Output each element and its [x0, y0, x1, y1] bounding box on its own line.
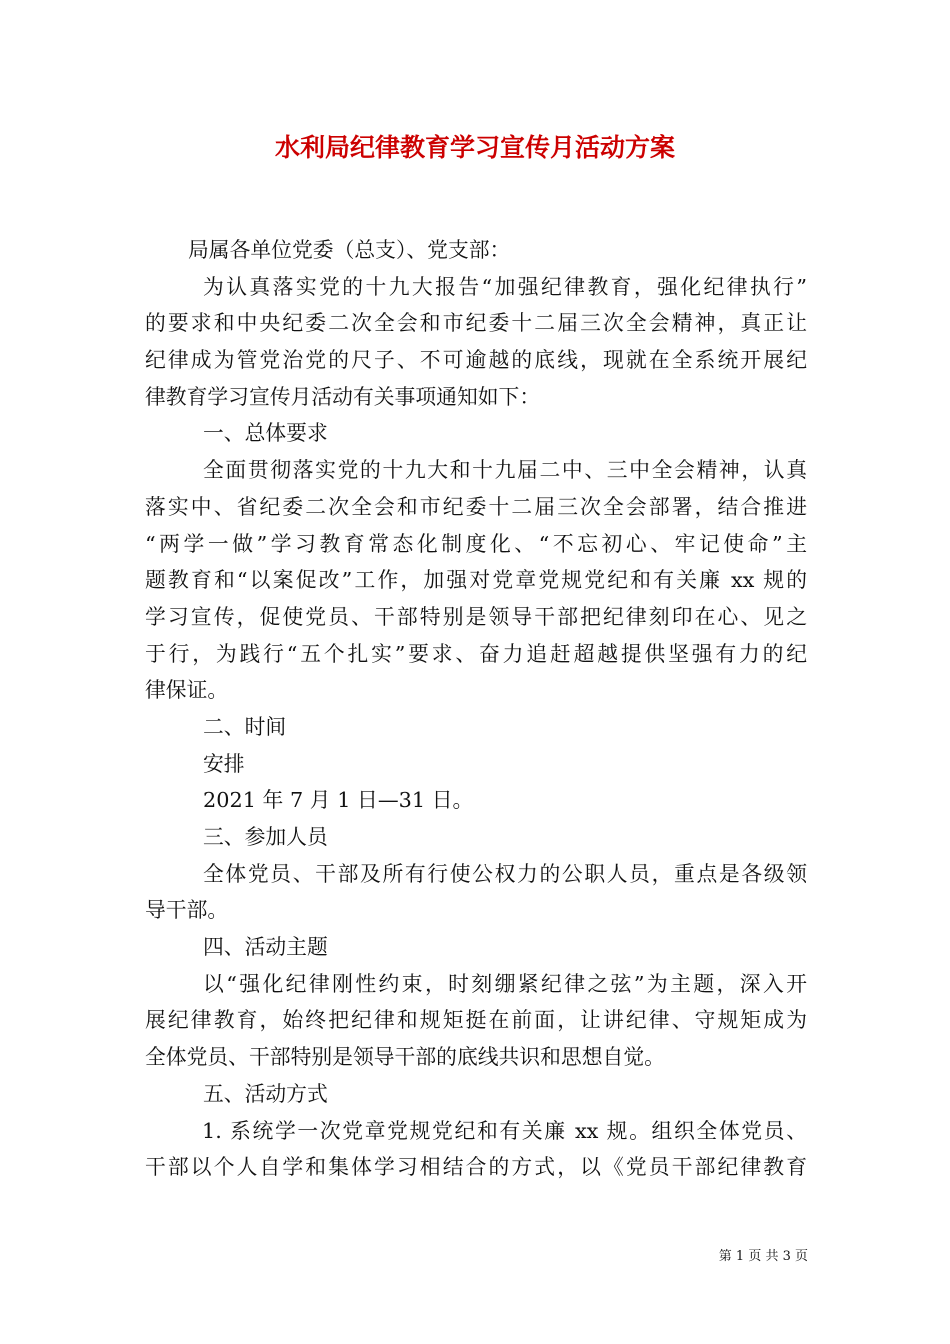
paragraph-line: “两学一做”学习教育常态化制度化、“不忘初心、牢记使命”主: [145, 531, 807, 556]
paragraph-line: 全体党员、干部特别是领导干部的底线共识和思想自觉。: [145, 1045, 665, 1070]
section-heading-2: 二、时间: [203, 714, 287, 739]
paragraph-line: 纪律成为管党治党的尺子、不可逾越的底线，现就在全系统开展纪: [145, 348, 807, 373]
paragraph-line: 于行，为践行“五个扎实”要求、奋力追赶超越提供坚强有力的纪: [145, 641, 807, 666]
paragraph-line: 干部以个人自学和集体学习相结合的方式，以《党员干部纪律教育: [145, 1155, 807, 1180]
document-title: 水利局纪律教育学习宣传月活动方案: [274, 133, 675, 162]
paragraph-line: 展纪律教育，始终把纪律和规矩挺在前面，让讲纪律、守规矩成为: [145, 1008, 807, 1033]
paragraph-line: 落实中、省纪委二次全会和市纪委十二届三次全会部署，结合推进: [145, 494, 807, 519]
paragraph-line: 全体党员、干部及所有行使公权力的公职人员，重点是各级领: [203, 861, 807, 886]
page-number: 第 1 页 共 3 页: [718, 1249, 808, 1264]
paragraph-line: 的要求和中央纪委二次全会和市纪委十二届三次全会精神，真正让: [145, 311, 807, 336]
paragraph-line: 导干部。: [145, 898, 229, 923]
section-heading-5: 五、活动方式: [203, 1081, 328, 1106]
document-body: [145, 232, 807, 1186]
section-heading-3: 三、参加人员: [203, 825, 328, 849]
date-line: 2021 年 7 月 1 日—31 日。: [203, 788, 474, 813]
salutation-line: 局属各单位党委（总支）、党支部：: [188, 238, 511, 262]
paragraph-line: 题教育和“以案促改”工作，加强对党章党规党纪和有关廉 xx 规的: [145, 568, 807, 593]
paragraph-line: 律教育学习宣传月活动有关事项通知如下：: [145, 384, 541, 409]
paragraph-line: 学习宣传，促使党员、干部特别是领导干部把纪律刻印在心、见之: [145, 604, 807, 629]
paragraph-line: 以“强化纪律刚性约束，时刻绷紧纪律之弦”为主题，深入开: [203, 971, 807, 996]
paragraph-line: 安排: [203, 751, 245, 776]
paragraph-line: 律保证。: [145, 678, 229, 703]
section-heading-1: 一、总体要求: [203, 421, 328, 446]
section-heading-4: 四、活动主题: [203, 935, 328, 960]
paragraph-line: 全面贯彻落实党的十九大和十九届二中、三中全会精神，认真: [203, 458, 807, 483]
paragraph-line: 1. 系统学一次党章党规党纪和有关廉 xx 规。组织全体党员、: [202, 1118, 807, 1143]
paragraph-line: 为认真落实党的十九大报告“加强纪律教育，强化纪律执行”: [203, 274, 807, 299]
